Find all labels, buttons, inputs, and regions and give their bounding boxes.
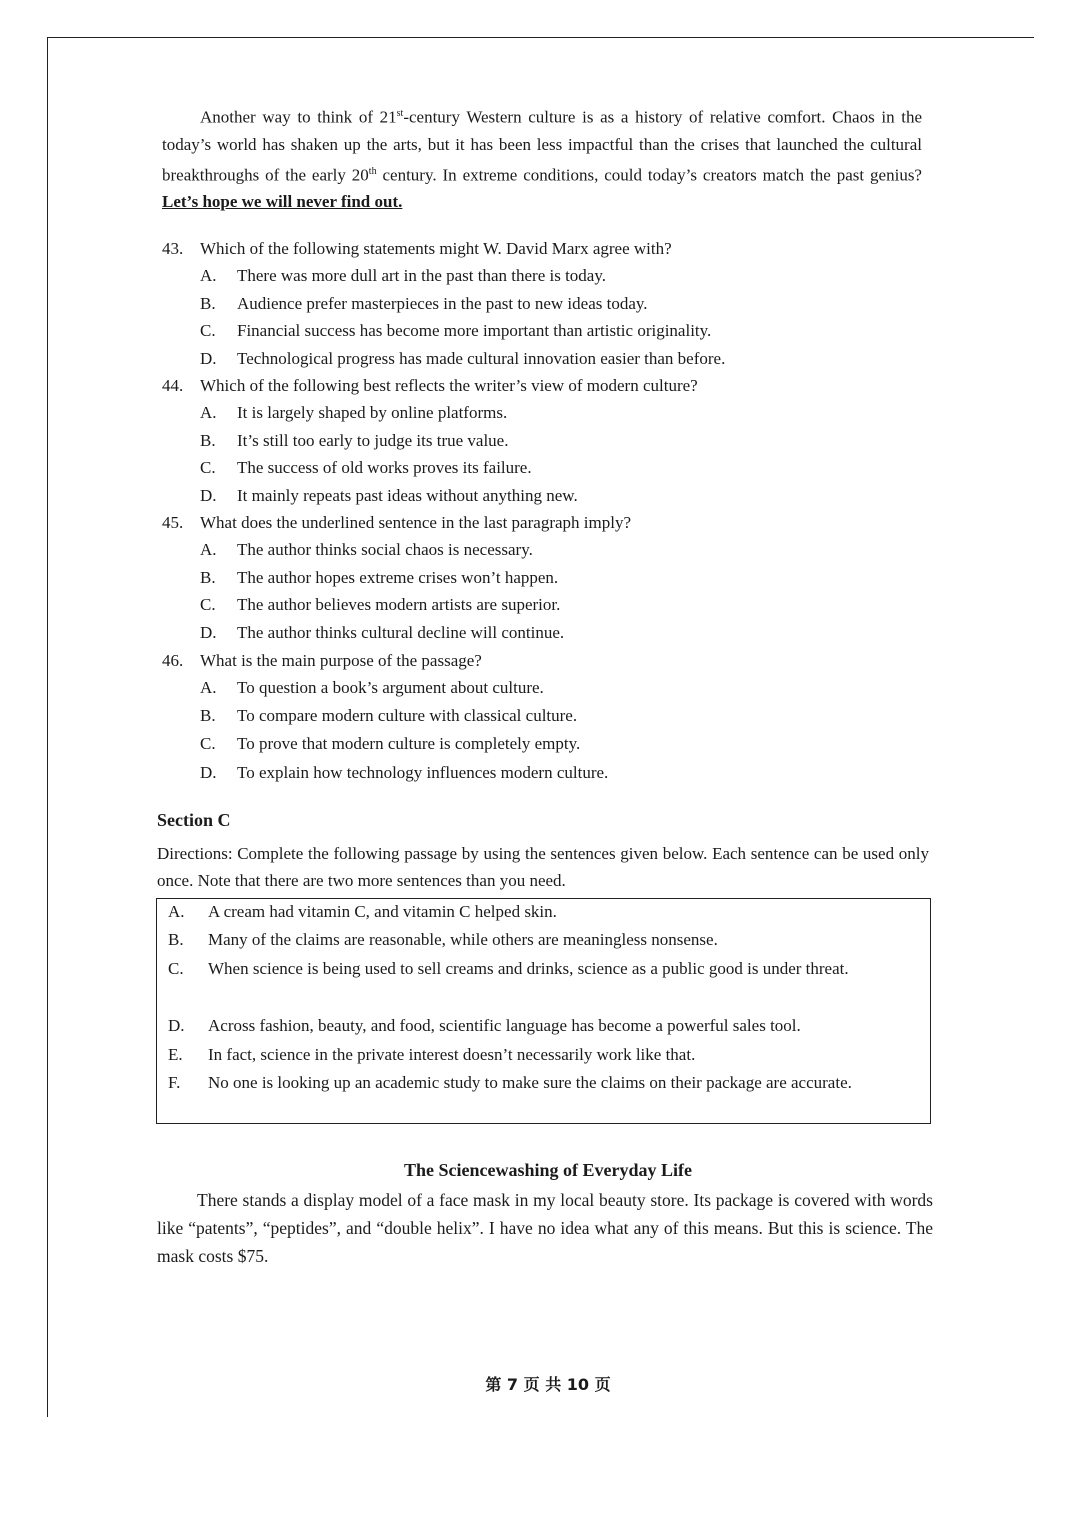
- sentence-option: F. No one is looking up an academic study to make sure the claims on their package are accurate.: [168, 1073, 852, 1092]
- sentence-option: A. A cream had vitamin C, and vitamin C helped skin.: [168, 902, 557, 921]
- section-title: Section C: [157, 810, 231, 830]
- option[interactable]: D. Technological progress has made cultural innovation easier than before.: [200, 349, 726, 368]
- option[interactable]: A. To question a book’s argument about culture.: [200, 678, 544, 697]
- option[interactable]: C. The author believes modern artists are superior.: [200, 595, 561, 614]
- question-43: 43. Which of the following statements might W. David Marx agree with?: [162, 239, 672, 258]
- option[interactable]: D. It mainly repeats past ideas without anything new.: [200, 486, 578, 505]
- question-45: 45. What does the underlined sentence in the last paragraph imply?: [162, 513, 631, 532]
- directions: Directions: Complete the following passage by using the sentences given below. Each sentence can be used only once. Note that there are two more sentences than you need.: [157, 844, 929, 890]
- sentence-option: D. Across fashion, beauty, and food, scientific language has become a powerful sales tool.: [168, 1016, 801, 1035]
- option[interactable]: B. The author hopes extreme crises won’t happen.: [200, 568, 559, 587]
- question-44: 44. Which of the following best reflects the writer’s view of modern culture?: [162, 376, 698, 395]
- page-border-left: [47, 37, 48, 1417]
- option[interactable]: D. The author thinks cultural decline will continue.: [200, 623, 565, 642]
- option[interactable]: A. It is largely shaped by online platforms.: [200, 403, 508, 422]
- page-border-top: [47, 37, 1034, 38]
- passage-title: The Sciencewashing of Everyday Life: [404, 1160, 692, 1180]
- option[interactable]: C. The success of old works proves its failure.: [200, 458, 532, 477]
- closing-paragraph: Another way to think of 21st-century Western culture is as a history of relative comfort. Chaos in the today’s world has shaken up the arts, but it has been less impactful than the crises that launched the cultural breakthroughs of the early 20th century. In extreme conditions, could today’s creators match the past genius? Let’s hope we will never find out.: [162, 107, 922, 212]
- sentence-option: B. Many of the claims are reasonable, while others are meaningless nonsense.: [168, 930, 718, 949]
- option[interactable]: B. It’s still too early to judge its true value.: [200, 431, 509, 450]
- sentence-option: E. In fact, science in the private interest doesn’t necessarily work like that.: [168, 1045, 696, 1064]
- sentence-option: C. When science is being used to sell creams and drinks, science as a public good is under threat.: [168, 959, 849, 978]
- option[interactable]: C. Financial success has become more important than artistic originality.: [200, 321, 712, 340]
- option[interactable]: B. To compare modern culture with classical culture.: [200, 706, 578, 725]
- option[interactable]: C. To prove that modern culture is completely empty.: [200, 734, 581, 753]
- passage-body: There stands a display model of a face mask in my local beauty store. Its package is covered with words like “patents”, “peptides”, and “double helix”. I have no idea what any of this means. But this is science. The mask costs $75.: [157, 1190, 933, 1266]
- option[interactable]: D. To explain how technology influences modern culture.: [200, 763, 609, 782]
- page-number: 第 7 页 共 10 页: [485, 1375, 611, 1394]
- option[interactable]: A. There was more dull art in the past than there is today.: [200, 266, 607, 285]
- underlined-sentence: Let’s hope we will never find out.: [162, 192, 403, 212]
- option[interactable]: B. Audience prefer masterpieces in the past to new ideas today.: [200, 294, 648, 313]
- option[interactable]: A. The author thinks social chaos is necessary.: [200, 540, 533, 559]
- question-46: 46. What is the main purpose of the passage?: [162, 651, 482, 670]
